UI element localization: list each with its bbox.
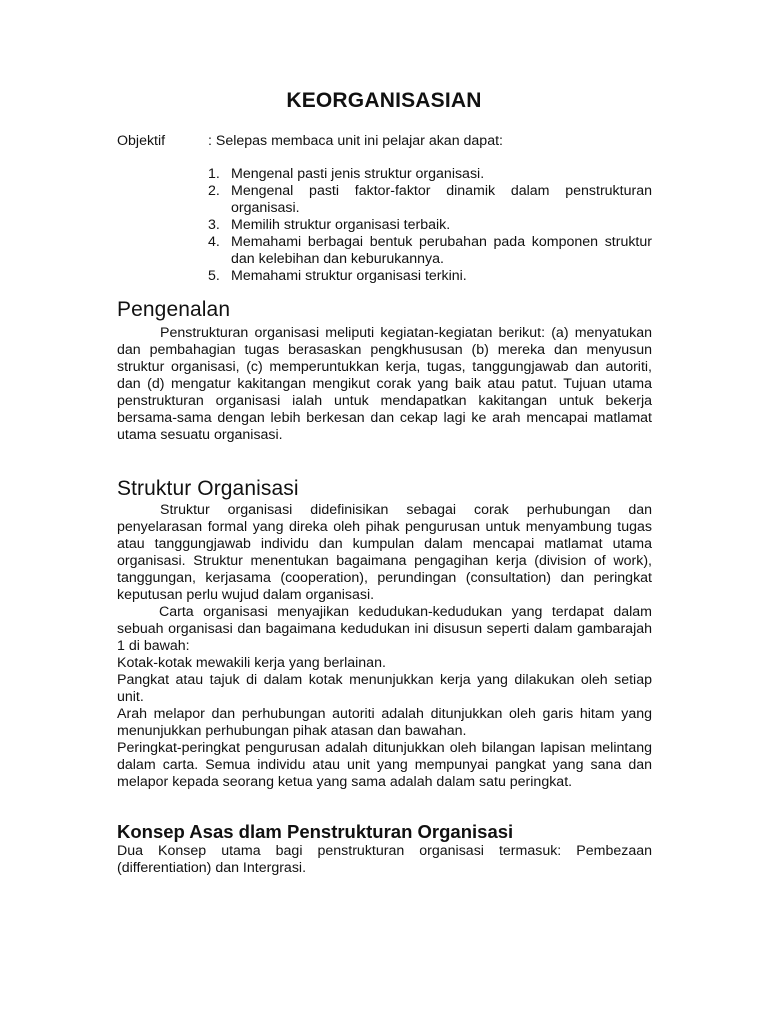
- objective-item: [208, 217, 652, 234]
- section-heading-konsep: Konsep Asas dlam Penstrukturan Organisasi: [117, 821, 514, 842]
- objective-item: [208, 183, 652, 217]
- objective-item-text: Memahami berbagai bentuk perubahan pada komponen struktur dan kelebihan dan keburukannya.: [231, 234, 652, 267]
- paragraph-pengenalan: Penstrukturan organisasi meliputi kegiatan-kegiatan berikut: (a) menyatukan dan pembahagian tugas berasaskan pengkhususan (b) mereka dan menyusun struktur organisasi, (c) memperuntukkan kerja, tugas, tanggungjawab dan autoriti, dan (d) mengatur kakitangan mengikut corak yang baik atau patut. Tujuan utama penstrukturan organisasi ialah untuk mendapatkan kakitangan untuk bekerja bersama-sama dengan lebih berkesan dan cekap lagi ke arah mencapai matlamat utama sesuatu organisasi.: [117, 325, 652, 443]
- line-kotak: Kotak-kotak mewakili kerja yang berlainan.: [117, 655, 386, 671]
- objective-list: [208, 166, 652, 285]
- paragraph-carta-organisasi: Carta organisasi menyajikan kedudukan-kedudukan yang terdapat dalam sebuah organisasi dan bagaimana kedudukan ini disusun seperti dalam gambarajah 1 di bawah:: [117, 604, 652, 654]
- document-title: KEORGANISASIAN: [286, 89, 482, 112]
- paragraph-konsep: Dua Konsep utama bagi penstrukturan organisasi termasuk: Pembezaan (differentiation) dan Intergrasi.: [117, 843, 652, 876]
- line-pangkat: Pangkat atau tajuk di dalam kotak menunjukkan kerja yang dilakukan oleh setiap unit.: [117, 672, 652, 705]
- objective-item: [208, 234, 652, 268]
- objective-item-text: Mengenal pasti jenis struktur organisasi.: [231, 166, 485, 182]
- section-heading-pengenalan: Pengenalan: [117, 298, 231, 321]
- objective-item-text: Memilih struktur organisasi terbaik.: [231, 217, 451, 233]
- line-peringkat: Peringkat-peringkat pengurusan adalah ditunjukkan oleh bilangan lapisan melintang dalam carta. Semua individu atau unit yang mempunyai pangkat yang sana dan melapor kepada seorang ketua yang sama adalah dalam satu peringkat.: [117, 740, 652, 790]
- objective-item-number: 1.: [208, 166, 220, 182]
- objective-item: [208, 166, 652, 183]
- line-arah: Arah melapor dan perhubungan autoriti adalah ditunjukkan oleh garis hitam yang menunjukkan perhubungan pihak atasan dan bawahan.: [117, 706, 652, 739]
- objective-item-text: Mengenal pasti faktor-faktor dinamik dalam penstrukturan organisasi.: [231, 183, 652, 216]
- section-heading-struktur: Struktur Organisasi: [117, 477, 299, 500]
- objective-intro: : Selepas membaca unit ini pelajar akan dapat:: [208, 133, 503, 149]
- objective-item-number: 5.: [208, 268, 220, 284]
- objective-label: Objektif: [117, 133, 166, 149]
- objective-item-number: 3.: [208, 217, 220, 233]
- objective-item-text: Memahami struktur organisasi terkini.: [231, 268, 467, 284]
- objective-item-number: 4.: [208, 234, 220, 250]
- paragraph-struktur-definition: Struktur organisasi didefinisikan sebagai corak perhubungan dan penyelarasan formal yang direka oleh pihak pengurusan untuk menyambung tugas atau tanggungjawab individu dan kumpulan dalam mencapai matlamat utama organisasi. Struktur menentukan bagaimana pengagihan kerja (division of work), tanggungan, kerjasama (cooperation), perundingan (consultation) dan peringkat keputusan perlu wujud dalam organisasi.: [117, 502, 652, 603]
- objective-item-number: 2.: [208, 183, 220, 199]
- objective-item: [208, 268, 652, 285]
